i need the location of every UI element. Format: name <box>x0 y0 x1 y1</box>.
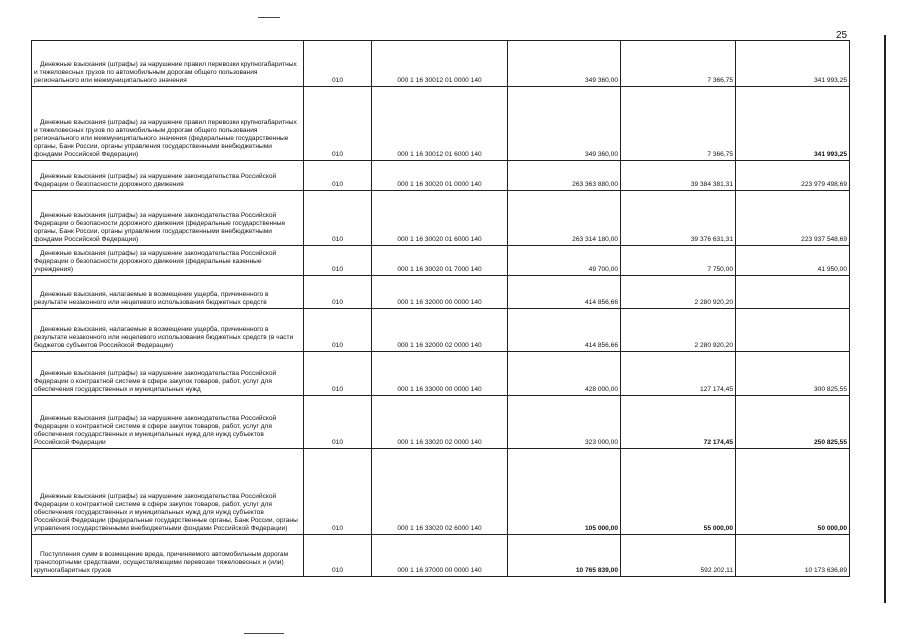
table-row <box>32 449 850 535</box>
row-approved: 105 000,00 <box>508 449 621 535</box>
row-approved: 263 363 880,00 <box>508 161 621 191</box>
row-name: Денежные взыскания (штрафы) за нарушение правил перевозки крупногабаритных и тяжеловесных грузов по автомобильным дорогам общего пользования регионального или межмуниципального значения <box>32 41 304 87</box>
scan-mark-top <box>258 17 280 18</box>
row-name: Денежные взыскания (штрафы) за нарушение законодательства Российской Федерации о безопасности дорожного движения <box>32 161 304 191</box>
row-name: Денежные взыскания (штрафы) за нарушение законодательства Российской Федерации о контрактной системе в сфере закупок товаров, работ, услуг для обеспечения государственных и муниципальных нужд для нужд субъектов Российской Федерации (федеральные государственные органы, Банк России, органы управления государственными внебюджетными фондами Российской Федерации) <box>32 449 304 535</box>
table-row <box>32 246 850 276</box>
row-remaining: 50 000,00 <box>736 449 850 535</box>
row-approved: 428 000,00 <box>508 352 621 396</box>
table-row <box>32 352 850 396</box>
row-approved: 49 700,00 <box>508 246 621 276</box>
row-code: 010 <box>304 191 372 246</box>
row-remaining: 341 993,25 <box>736 87 850 161</box>
table-row <box>32 309 850 352</box>
row-executed: 72 174,45 <box>621 396 736 449</box>
row-kbk: 000 1 16 32000 02 0000 140 <box>372 309 508 352</box>
row-executed: 7 750,00 <box>621 246 736 276</box>
row-approved: 349 360,00 <box>508 87 621 161</box>
table-row <box>32 191 850 246</box>
row-kbk: 000 1 16 33020 02 6000 140 <box>372 449 508 535</box>
row-approved: 323 000,00 <box>508 396 621 449</box>
row-approved: 414 856,66 <box>508 309 621 352</box>
row-code: 010 <box>304 309 372 352</box>
row-kbk: 000 1 16 30020 01 6000 140 <box>372 191 508 246</box>
row-code: 010 <box>304 246 372 276</box>
row-code: 010 <box>304 161 372 191</box>
row-executed: 39 376 631,31 <box>621 191 736 246</box>
table-row <box>32 161 850 191</box>
row-name: Поступления сумм в возмещение вреда, причиняемого автомобильным дорогам транспортными средствами, осуществляющими перевозки тяжеловесных и (или) крупногабаритных грузов <box>32 535 304 577</box>
row-code: 010 <box>304 87 372 161</box>
page-number: 25 <box>836 30 848 41</box>
row-name: Денежные взыскания (штрафы) за нарушение правил перевозки крупногабаритных и тяжеловесных грузов по автомобильным дорогам общего пользования регионального или межмуниципального значения (федеральные государственные органы, Банк России, органы управления государственными внебюджетными фондами Российской Федерации) <box>32 87 304 161</box>
row-name: Денежные взыскания (штрафы) за нарушение законодательства Российской Федерации о контрактной системе в сфере закупок товаров, работ, услуг для обеспечения государственных и муниципальных нужд <box>32 352 304 396</box>
row-kbk: 000 1 16 33020 02 0000 140 <box>372 396 508 449</box>
table-row <box>32 87 850 161</box>
row-kbk: 000 1 16 37000 00 0000 140 <box>372 535 508 577</box>
scan-edge-bar <box>884 35 886 603</box>
row-remaining: 300 825,55 <box>736 352 850 396</box>
row-executed: 127 174,45 <box>621 352 736 396</box>
row-name: Денежные взыскания (штрафы) за нарушение законодательства Российской Федерации о безопасности дорожного движения (федеральные государственные органы, Банк России, органы управления государственными внебюджетными фондами Российской Федерации) <box>32 191 304 246</box>
row-remaining: 223 937 548,69 <box>736 191 850 246</box>
row-kbk: 000 1 16 33000 00 0000 140 <box>372 352 508 396</box>
scan-mark-bottom <box>244 633 284 634</box>
row-kbk: 000 1 16 30012 01 6000 140 <box>372 87 508 161</box>
row-code: 010 <box>304 352 372 396</box>
table-row <box>32 276 850 309</box>
row-kbk: 000 1 16 32000 00 0000 140 <box>372 276 508 309</box>
row-name: Денежные взыскания, налагаемые в возмещение ущерба, причиненного в результате незаконного или нецелевого использования бюджетных средств <box>32 276 304 309</box>
row-executed: 592 202,11 <box>621 535 736 577</box>
row-name: Денежные взыскания, налагаемые в возмещение ущерба, причиненного в результате незаконного или нецелевого использования бюджетных средств (в части бюджетов субъектов Российской Федерации) <box>32 309 304 352</box>
row-executed: 2 280 920,20 <box>621 276 736 309</box>
row-code: 010 <box>304 535 372 577</box>
row-executed: 7 366,75 <box>621 87 736 161</box>
row-remaining: 223 979 498,69 <box>736 161 850 191</box>
table-row <box>32 41 850 87</box>
row-approved: 414 856,66 <box>508 276 621 309</box>
row-kbk: 000 1 16 30020 01 0000 140 <box>372 161 508 191</box>
row-name: Денежные взыскания (штрафы) за нарушение законодательства Российской Федерации о безопасности дорожного движения (федеральные казенные учреждения) <box>32 246 304 276</box>
row-code: 010 <box>304 396 372 449</box>
row-approved: 10 765 839,00 <box>508 535 621 577</box>
row-remaining <box>736 309 850 352</box>
row-approved: 263 314 180,00 <box>508 191 621 246</box>
row-name: Денежные взыскания (штрафы) за нарушение законодательства Российской Федерации о контрактной системе в сфере закупок товаров, работ, услуг для обеспечения государственных и муниципальных нужд для нужд субъектов Российской Федерации <box>32 396 304 449</box>
row-remaining: 250 825,55 <box>736 396 850 449</box>
row-executed: 2 280 920,20 <box>621 309 736 352</box>
row-remaining <box>736 276 850 309</box>
table-row <box>32 396 850 449</box>
row-kbk: 000 1 16 30012 01 0000 140 <box>372 41 508 87</box>
revenue-table <box>31 40 850 577</box>
row-remaining: 10 173 636,89 <box>736 535 850 577</box>
row-executed: 39 384 381,31 <box>621 161 736 191</box>
row-executed: 55 000,00 <box>621 449 736 535</box>
row-code: 010 <box>304 276 372 309</box>
row-remaining: 41 950,00 <box>736 246 850 276</box>
row-code: 010 <box>304 449 372 535</box>
row-approved: 349 360,00 <box>508 41 621 87</box>
row-kbk: 000 1 16 30020 01 7000 140 <box>372 246 508 276</box>
row-executed: 7 366,75 <box>621 41 736 87</box>
row-remaining: 341 993,25 <box>736 41 850 87</box>
row-code: 010 <box>304 41 372 87</box>
table-row <box>32 535 850 577</box>
